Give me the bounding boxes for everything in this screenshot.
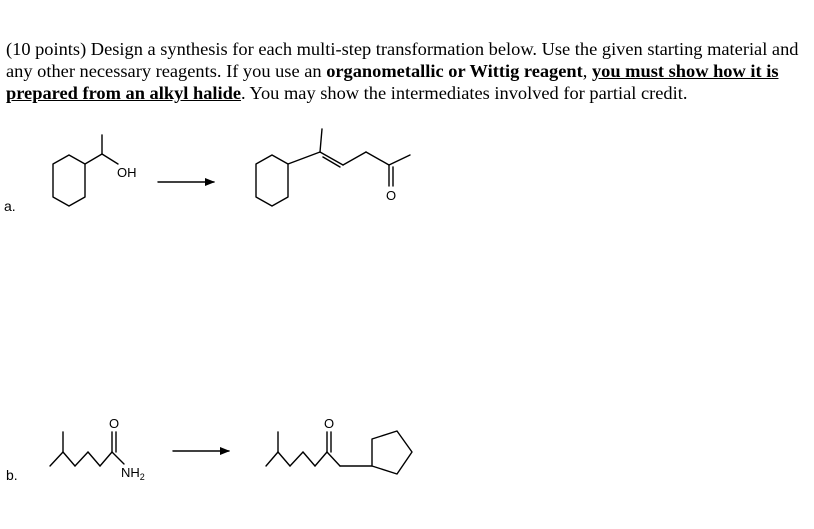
part-b-product-bond-7 (327, 452, 340, 466)
part-a-product-double-bond (320, 152, 343, 165)
question-points: (10 points) (6, 39, 87, 59)
part-b-start-oxygen-label: O (109, 416, 120, 431)
part-b-start-bond-4 (75, 452, 88, 466)
part-a-product-methyl-bond (320, 129, 322, 152)
part-b-start-nh2-subscript: 2 (139, 472, 145, 482)
part-a-label: a. (4, 198, 16, 214)
part-b-product-bond-2 (278, 452, 290, 466)
part-b-product-bond-1 (266, 452, 278, 466)
part-a-product-cyclohexane-ring (256, 155, 288, 206)
part-a-product-bond-2 (343, 152, 366, 165)
question-text-end: . You may show the intermediates involved for partial credit. (241, 83, 688, 103)
part-a-product-terminal-bond (389, 155, 410, 165)
question-comma: , (582, 61, 592, 81)
part-a-start-cyclohexane-ring (53, 155, 85, 206)
part-a-start-oh-label: OH (117, 165, 137, 180)
part-b-product-bond-5 (303, 452, 315, 466)
part-a-product-oxygen-label: O (386, 188, 397, 203)
part-a-start-c-o-bond (102, 154, 118, 164)
part-a-start-bond (85, 154, 102, 164)
question-text-intro: Design a synthesis for each multi-step transformation below. Use the given starting material and any other necessary reagents. If you use an (6, 39, 799, 81)
part-b-start-bond-1 (50, 452, 63, 466)
question-bold-reagents: organometallic or Wittig reagent (326, 61, 583, 81)
part-b-start-nh-text: NH (121, 465, 140, 480)
part-b-start-bond-5 (88, 452, 100, 466)
part-b-product-bond-4 (290, 452, 303, 466)
part-b-start-bond-2 (63, 452, 75, 466)
part-b-start-bond-6 (100, 452, 112, 466)
part-b-product-cyclopentane-ring (372, 431, 412, 474)
part-a-product-bond-3 (366, 152, 389, 165)
part-b-product-bond-6 (315, 452, 327, 466)
part-b-product-oxygen-label: O (324, 416, 335, 431)
part-a-product-bond-1 (288, 152, 320, 164)
question-underlined-instruction: you must show how it is prepared from an alkyl halide (6, 61, 779, 103)
part-b-start-c-n-bond (112, 452, 124, 464)
part-b-start-nh2-label (121, 465, 145, 482)
part-b-label: b. (6, 467, 18, 483)
